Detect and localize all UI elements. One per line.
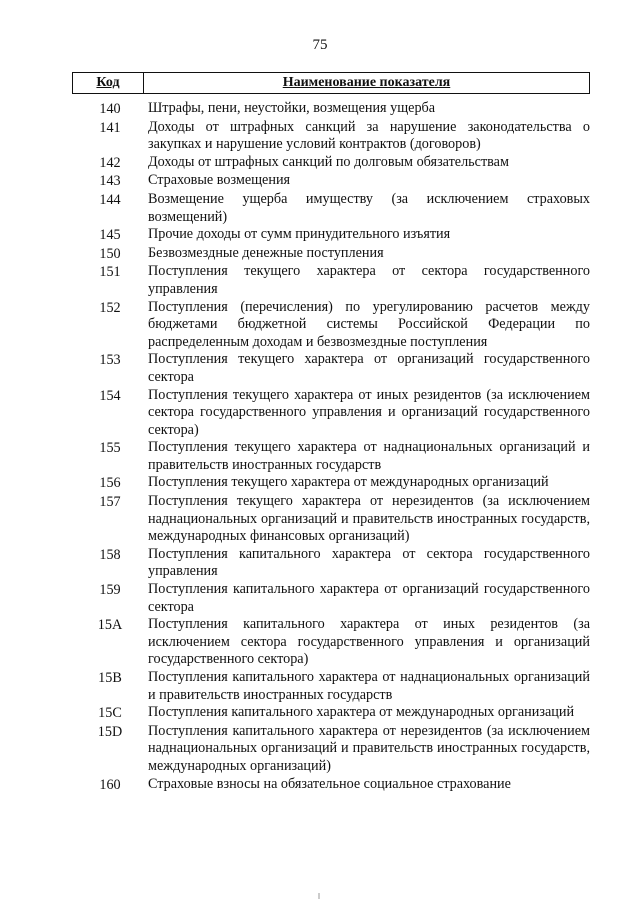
table-row: [72, 616, 590, 669]
row-code: 15A: [97, 617, 123, 634]
row-code: 154: [99, 387, 121, 404]
row-name: Поступления капитального характера от нерезидентов (за исключением наднациональных организаций и правительств иностранных государств, международных организаций): [148, 722, 590, 774]
row-name: Безвозмездные денежные поступления: [148, 244, 384, 261]
row-code: 152: [99, 299, 121, 316]
row-name: Прочие доходы от сумм принудительного изъятия: [148, 226, 451, 243]
row-code: 143: [99, 173, 121, 190]
row-name: Поступления текущего характера от наднациональных организаций и правительств иностранных государств: [148, 439, 590, 473]
table-row: [72, 669, 590, 704]
page-number: 75: [312, 37, 328, 53]
row-code: 153: [99, 352, 121, 369]
row-name: Доходы от штрафных санкций за нарушение законодательства о закупках и нарушение условий контрактов (договоров): [148, 118, 590, 153]
table-row: [72, 493, 590, 546]
row-name: Штрафы, пени, неустойки, возмещения ущерба: [148, 100, 436, 116]
row-code: 156: [99, 475, 121, 492]
row-code: 142: [99, 154, 121, 171]
row-name: Страховые взносы на обязательное социальное страхование: [148, 775, 511, 792]
row-name: Поступления капитального характера от иных резидентов (за исключением сектора государственного управления и организаций государственного сектора): [148, 616, 590, 668]
table-row: [72, 474, 590, 493]
row-code: 15D: [97, 723, 123, 740]
row-code: 145: [99, 227, 121, 244]
row-name: Возмещение ущерба имуществу (за исключением страховых возмещений): [148, 190, 590, 225]
row-name: Поступления (перечисления) по урегулированию расчетов между бюджетами бюджетной системы Российской Федерации по распределенным доходам и безвозмездные поступления: [148, 298, 590, 350]
table-row: [72, 172, 590, 191]
row-code: 140: [99, 101, 121, 117]
table-header: [72, 72, 590, 94]
column-header-code: Код: [73, 73, 144, 93]
row-code: 151: [99, 264, 121, 281]
row-name: Поступления капитального характера от организаций государственного сектора: [148, 581, 590, 615]
table-row: [72, 546, 590, 581]
row-name: Поступления капитального характера от сектора государственного управления: [148, 545, 590, 580]
table-row: [72, 723, 590, 776]
row-name: Доходы от штрафных санкций по долговым обязательствам: [148, 153, 509, 170]
table-row: [72, 263, 590, 298]
row-code: 15C: [98, 705, 122, 722]
row-code: 144: [99, 191, 121, 208]
table-row: [72, 154, 590, 173]
table-row: [72, 191, 590, 226]
table-row: [72, 387, 590, 440]
table-row: [72, 439, 590, 474]
row-name: Поступления капитального характера от международных организаций: [148, 704, 575, 721]
row-code: 150: [99, 245, 121, 262]
row-code: 15B: [98, 670, 122, 686]
table-row: [72, 776, 590, 795]
row-name: Поступления капитального характера от наднациональных организаций и правительств иностранных государств: [148, 669, 590, 703]
row-name: Страховые возмещения: [148, 172, 291, 189]
row-code: 157: [99, 494, 121, 511]
table-body: [72, 100, 590, 794]
row-name: Поступления текущего характера от сектора государственного управления: [148, 263, 590, 297]
row-code: 158: [99, 546, 121, 563]
table-row: [72, 581, 590, 616]
row-name: Поступления текущего характера от нерезидентов (за исключением наднациональных организаций и правительств иностранных государств, международных финансовых организаций): [148, 493, 590, 545]
row-code: 141: [99, 119, 121, 136]
table-row: [72, 299, 590, 352]
row-name: Поступления текущего характера от иных резидентов (за исключением сектора государственного управления и организаций государственного сектора): [148, 386, 590, 438]
row-code: 159: [99, 582, 121, 599]
scan-mark: [318, 893, 320, 899]
table-row: [72, 100, 590, 119]
row-name: Поступления текущего характера от организаций государственного сектора: [148, 351, 590, 385]
table-row: [72, 119, 590, 154]
table-row: [72, 226, 590, 245]
table-row: [72, 704, 590, 723]
table-row: [72, 245, 590, 264]
table-row: [72, 351, 590, 386]
row-code: 155: [99, 440, 121, 457]
row-code: 160: [99, 776, 121, 793]
column-header-name: Наименование показателя: [282, 75, 451, 90]
row-name: Поступления текущего характера от международных организаций: [148, 474, 549, 491]
